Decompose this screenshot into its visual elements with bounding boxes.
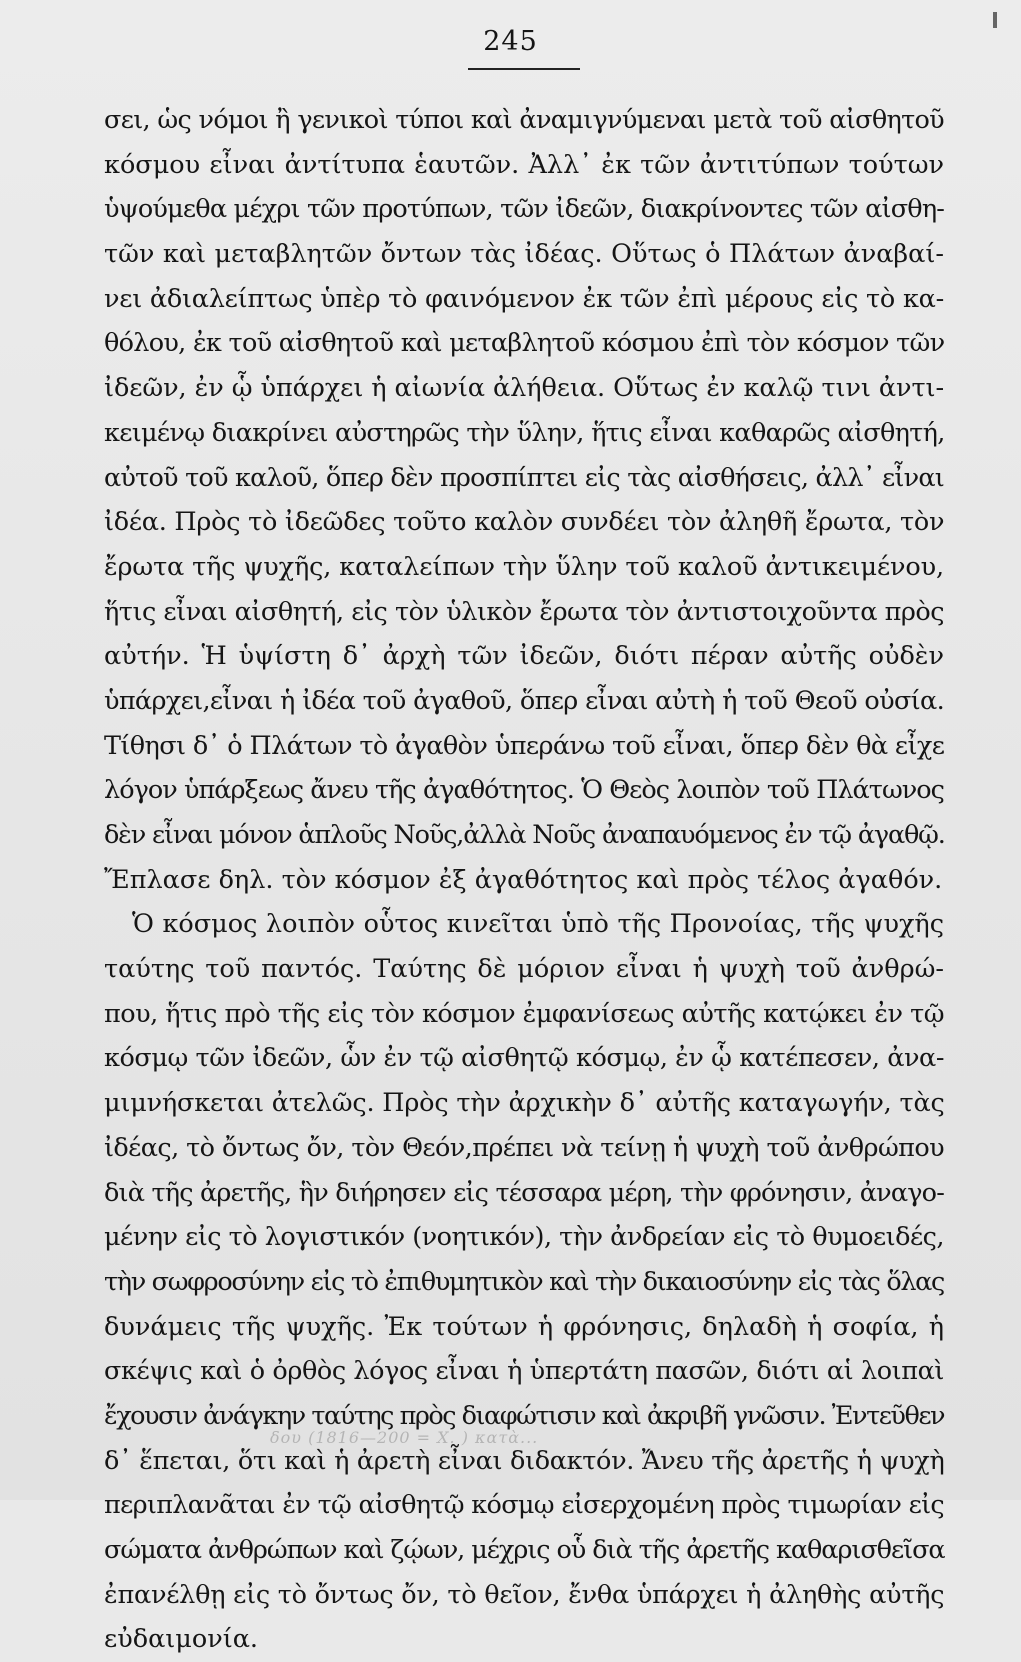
text-line: ἥτις εἶναι αἰσθητή, εἰς τὸν ὑλικὸν ἔρωτα τὸν ἀντιστοιχοῦντα πρὸς [104,596,945,627]
text-line: θόλου, ἐκ τοῦ αἰσθητοῦ καὶ μεταβλητοῦ κόσμου ἐπὶ τὸν κόσμον τῶν [104,328,945,359]
text-line-paragraph-end: Ἔπλασε δηλ. τὸν κόσμον ἐξ ἀγαθότητος καὶ πρὸς τέλος ἀγαθόν. [104,864,943,895]
text-line: κόσμῳ τῶν ἰδεῶν, ὧν ἐν τῷ αἰσθητῷ κόσμῳ, ἐν ᾧ κατέπεσεν, ἀνα- [104,1043,944,1074]
text-line-final: εὐδαιμονία. [104,1624,259,1655]
text-line: ἔχουσιν ἀνάγκην ταύτης πρὸς διαφώτισιν καὶ ἀκριβῆ γνῶσιν. Ἐντεῦθεν [104,1400,945,1431]
text-line-paragraph-start: Ὁ κόσμος λοιπὸν οὗτος κινεῖται ὑπὸ τῆς Προνοίας, τῆς ψυχῆς [132,909,944,940]
text-line: τῶν καὶ μεταβλητῶν ὄντων τὰς ἰδέας. Οὕτως ὁ Πλάτων ἀναβαί- [104,239,944,270]
text-line: μένην εἰς τὸ λογιστικόν (νοητικόν), τὴν ἀνδρείαν εἰς τὸ θυμοειδές, [104,1222,944,1253]
text-line: σώματα ἀνθρώπων καὶ ζῴων, μέχρις οὗ διὰ τῆς ἀρετῆς καθαρισθεῖσα [104,1535,945,1565]
text-line: ἰδέα. Πρὸς τὸ ἰδεῶδες τοῦτο καλὸν συνδέει τὸν ἀληθῆ ἔρωτα, τὸν [104,507,945,538]
text-line: δὲν εἶναι μόνον ἁπλοῦς Νοῦς,ἀλλὰ Νοῦς ἀναπαυόμενος ἐν τῷ ἀγαθῷ. [104,820,945,850]
text-line: τὴν σωφροσύνην εἰς τὸ ἐπιθυμητικὸν καὶ τὴν δικαιοσύνην εἰς τὰς ὅλας [104,1266,944,1297]
text-line: ἰδεῶν, ἐν ᾧ ὑπάρχει ἡ αἰωνία ἀλήθεια. Οὕτως ἐν καλῷ τινι ἀντι- [104,373,945,404]
page-number-rule [468,68,580,70]
text-line: κόσμου εἶναι ἀντίτυπα ἑαυτῶν. Ἀλλ᾽ ἐκ τῶν ἀντιτύπων τούτων [104,149,944,180]
text-line: δ᾽ ἕπεται, ὅτι καὶ ἡ ἀρετὴ εἶναι διδακτόν. Ἄνευ τῆς ἀρετῆς ἡ ψυχὴ [104,1445,945,1476]
text-line: που, ἥτις πρὸ τῆς εἰς τὸν κόσμον ἐμφανίσεως αὐτῆς κατῴκει ἐν τῷ [104,998,944,1029]
text-line: Τίθησι δ᾽ ὁ Πλάτων τὸ ἀγαθὸν ὑπεράνω τοῦ εἶναι, ὅπερ δὲν θὰ εἶχε [104,730,945,761]
text-line: ἔρωτα τῆς ψυχῆς, καταλείπων τὴν ὕλην τοῦ καλοῦ ἀντικειμένου, [104,551,944,582]
text-line: σκέψις καὶ ὁ ὀρθὸς λόγος εἶναι ἡ ὑπερτάτη πασῶν, διότι αἱ λοιπαὶ [104,1356,944,1387]
text-line: κειμένῳ διακρίνει αὐστηρῶς τὴν ὕλην, ἥτις εἶναι καθαρῶς αἰσθητή, [104,417,945,448]
text-line: σει, ὡς νόμοι ἢ γενικοὶ τύποι καὶ ἀναμιγνύμεναι μετὰ τοῦ αἰσθητοῦ [104,105,944,135]
text-line: νει ἀδιαλείπτως ὑπὲρ τὸ φαινόμενον ἐκ τῶν ἐπὶ μέρους εἰς τὸ κα- [104,283,944,314]
text-line: ἐπανέλθῃ εἰς τὸ ὄντως ὄν, τὸ θεῖον, ἔνθα ὑπάρχει ἡ ἀληθὴς αὐτῆς [104,1579,945,1610]
text-line: δυνάμεις τῆς ψυχῆς. Ἐκ τούτων ἡ φρόνησις, δηλαδὴ ἡ σοφία, ἡ [104,1311,944,1342]
text-line: περιπλανᾶται ἐν τῷ αἰσθητῷ κόσμῳ εἰσερχομένη πρὸς τιμωρίαν εἰς [104,1490,944,1521]
text-line: μιμνήσκεται ἀτελῶς. Πρὸς τὴν ἀρχικὴν δ᾽ αὐτῆς καταγωγήν, τὰς [104,1088,945,1119]
bleed-through-text: δου (1816—200 = Χ. ) κατὰ... [270,1428,539,1447]
text-line: αὐτοῦ τοῦ καλοῦ, ὅπερ δὲν προσπίπτει εἰς τὰς αἰσθήσεις, ἀλλ᾽ εἶναι [104,462,944,493]
text-line: διὰ τῆς ἀρετῆς, ἣν διήρησεν εἰς τέσσαρα μέρη, τὴν φρόνησιν, ἀναγο- [104,1177,944,1208]
text-line: ὑπάρχει,εἶναι ἡ ἰδέα τοῦ ἀγαθοῦ, ὅπερ εἶναι αὐτὴ ἡ τοῦ Θεοῦ οὐσία. [104,685,944,716]
text-line: ὑψούμεθα μέχρι τῶν προτύπων, τῶν ἰδεῶν, διακρίνοντες τῶν αἰσθη- [104,194,945,225]
text-line: αὐτήν. Ἡ ὑψίστη δ᾽ ἀρχὴ τῶν ἰδεῶν, διότι πέραν αὐτῆς οὐδὲν [104,641,944,672]
text-line: λόγον ὑπάρξεως ἄνευ τῆς ἀγαθότητος. Ὁ Θεὸς λοιπὸν τοῦ Πλάτωνος [104,775,944,806]
page-number: 245 [483,26,538,57]
text-line: ταύτης τοῦ παντός. Ταύτης δὲ μόριον εἶναι ἡ ψυχὴ τοῦ ἀνθρώ- [104,954,944,985]
text-line: ἰδέας, τὸ ὄντως ὄν, τὸν Θεόν,πρέπει νὰ τείνῃ ἡ ψυχὴ τοῦ ἀνθρώπου [104,1132,944,1163]
